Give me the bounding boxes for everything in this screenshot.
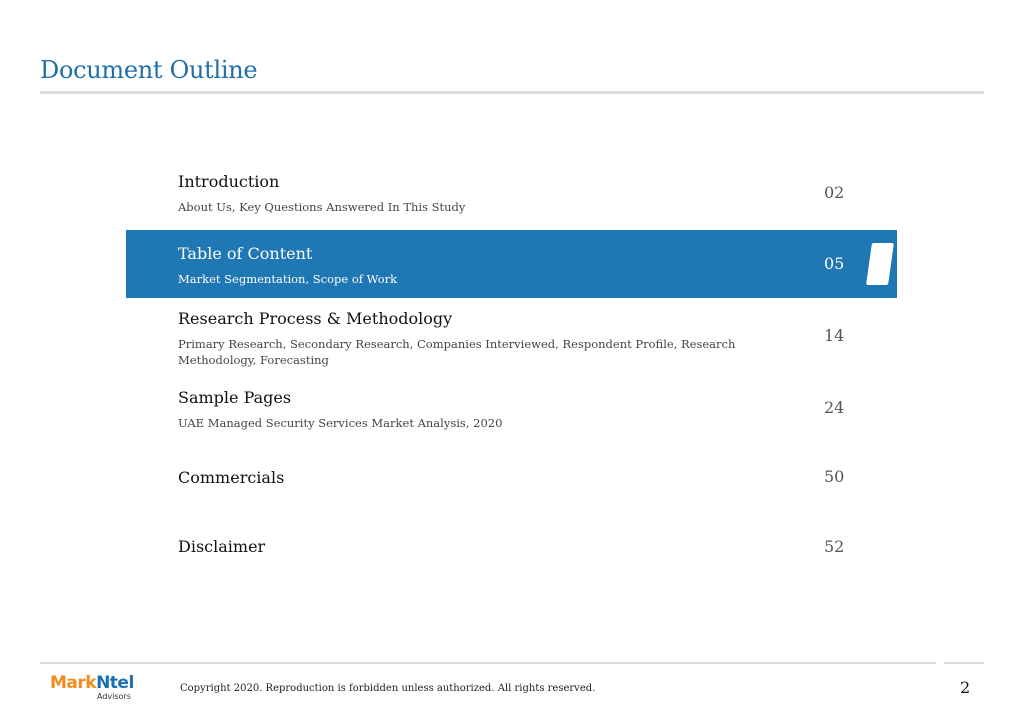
page-number: 2: [960, 678, 971, 697]
footer-divider: [40, 662, 936, 664]
outline-item-disclaimer[interactable]: [126, 531, 897, 565]
outline-item-description: UAE Managed Security Services Market Analysis, 2020: [178, 416, 503, 430]
outline-item-title: Sample Pages: [178, 388, 292, 407]
logo-subtitle: Advisors: [97, 692, 131, 701]
outline-item-research-process[interactable]: [126, 305, 897, 373]
outline-item-title: Research Process & Methodology: [178, 309, 453, 328]
outline-item-page: 02: [824, 183, 845, 202]
footer-divider-short: [944, 662, 984, 664]
outline-item-title: Introduction: [178, 172, 280, 191]
outline-item-page: 24: [824, 398, 845, 417]
copyright-notice: Copyright 2020. Reproduction is forbidden unless authorized. All rights reserved.: [180, 683, 596, 694]
logo-wordmark: [50, 673, 134, 693]
outline-item-commercials[interactable]: [126, 462, 897, 496]
outline-item-page: 05: [824, 254, 845, 273]
logo-ntel-text: Ntel: [96, 673, 134, 693]
outline-item-page: 14: [824, 326, 845, 345]
page-title: Document Outline: [40, 56, 258, 84]
outline-item-table-of-content[interactable]: [126, 230, 897, 298]
outline-item-page: 50: [824, 467, 845, 486]
outline-item-title: Disclaimer: [178, 537, 266, 556]
outline-item-description: Primary Research, Secondary Research, Companies Interviewed, Respondent Profile, Research Methodology, Forecasting: [178, 337, 736, 367]
outline-item-title: Table of Content: [178, 244, 313, 263]
active-marker-icon: [866, 243, 894, 285]
outline-item-description: About Us, Key Questions Answered In This Study: [178, 200, 466, 214]
outline-item-page: 52: [824, 537, 845, 556]
company-logo: [50, 673, 140, 703]
outline-item-sample-pages[interactable]: [126, 384, 897, 440]
outline-item-description: Market Segmentation, Scope of Work: [178, 272, 398, 286]
title-divider: [40, 91, 984, 94]
logo-mark-text: Mark: [50, 673, 97, 693]
outline-item-title: Commercials: [178, 468, 285, 487]
outline-item-introduction[interactable]: [126, 168, 897, 224]
